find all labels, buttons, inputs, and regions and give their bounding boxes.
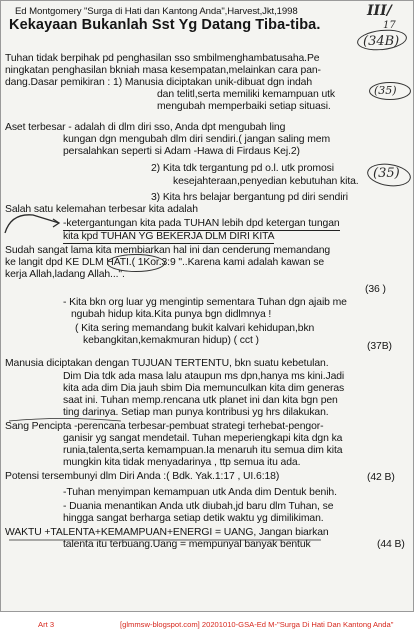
page-title: Kekayaan Bukanlah Sst Yg Datang Tiba-tiba. xyxy=(9,17,321,33)
text-line: persalahkan seperti si Adam -Hawa di Firdaus Kej.2) xyxy=(63,146,300,157)
margin-note: (35) xyxy=(373,166,400,181)
ref-number: (37B) xyxy=(367,341,392,352)
text-line: ( Kita sering memandang bukit kalvari kehidupan,bkn xyxy=(75,323,315,334)
text-line: talenta itu terbuang.Uang = mempunyal banyak bentuk xyxy=(63,539,311,550)
pen-circle xyxy=(366,161,413,189)
pen-circle xyxy=(356,27,408,52)
text-line: Manusia diciptakan dengan TUJUAN TERTENTU, bkn suatu kebetulan. xyxy=(5,358,329,369)
text-line: -ketergantungan kita pada TUHAN lebih dpd ketergan tungan xyxy=(63,218,340,229)
footer-left: Art 3 xyxy=(38,620,55,629)
pen-circle xyxy=(369,82,411,100)
title-note: (34B) xyxy=(363,34,400,49)
text-line: Salah satu kelemahan terbesar kita adalah xyxy=(5,204,198,215)
text-line: WAKTU +TALENTA+KEMAMPUAN+ENERGI = UANG, Jangan biarkan xyxy=(5,527,329,538)
text-line: mungkin kita tidak menyadarinya , ttp semua itu ada. xyxy=(63,457,301,468)
text-line: kesejahteraan,penyedian kebutuhan kita. xyxy=(173,176,359,187)
text-line: Sudah sangat lama kita membiarkan hal ini dan cenderung memandang xyxy=(5,245,331,256)
ref-number: (36 ) xyxy=(365,284,386,295)
text-line: kebangkitan,kemakmuran hidup) ( cct ) xyxy=(83,335,259,346)
bracket-mark xyxy=(5,215,59,233)
citation-header: Ed Montgomery "Surga di Hati dan Kantong Anda",Harvest,Jkt,1998 xyxy=(15,6,298,17)
text-line: kita ada dim Dia jauh sbim Dia memunculkan kita dim generas xyxy=(63,383,345,394)
page-sub-mark: 17 xyxy=(383,20,396,31)
text-line: - Kita bkn org luar yg mengintip sementara Tuhan dgn ajaib me xyxy=(63,297,347,308)
text-line: Tuhan tidak berpihak pd penghasilan sso smbilmenghambatusaha.Pe xyxy=(5,53,320,64)
text-line: 2) Kita tdk tergantung pd o.l. utk promosi xyxy=(151,163,334,174)
text-line: Dim Dia tdk ada masa lalu ataupun ms dpn,hanya ms kini.Jadi xyxy=(63,371,345,382)
text-line: kita kpd TUHAN YG BEKERJA DLM DIRI KITA xyxy=(63,231,275,242)
text-line: ke langit dpd KE DLM HATI.( 1Kor.3:9 "..Karena kami adalah kawan se xyxy=(5,257,325,268)
text-line: dan telitl,serta memiliki kemampuan utk xyxy=(157,89,336,100)
text-line: hingga sangat berharga setiap detik waktu yg dimilikiman. xyxy=(63,513,324,524)
text-line: ngubah hidup kita.Kita punya bgn didlmnya ! xyxy=(71,309,272,320)
text-line: Potensi tersembunyi dlm Diri Anda :( Bdk. Yak.1:17 , UI.6:18) xyxy=(5,471,280,482)
ref-number: (42 B) xyxy=(367,472,395,483)
text-line: runia,talenta,serta kemampuan.Ia menaruh itu semua dim kita xyxy=(63,445,343,456)
text-line: ting darinya. Setiap man punya kontribusi yg hrs dilakukan. xyxy=(63,407,329,418)
text-line: 3) Kita hrs belajar bergantung pd diri sendiri xyxy=(151,192,348,203)
text-line: kungan dgn mengubah dlm diri sendiri.( jangan saling mem xyxy=(63,134,331,145)
text-line: - Duania menantikan Anda utk diubah,jd baru dlm Tuhan, se xyxy=(63,501,334,512)
text-line: ganisir yg sangat mendetail. Tuhan meperiengkapi kita dgn ka xyxy=(63,433,343,444)
text-line: -Tuhan menyimpan kemampuan utk Anda dim Dentuk benih. xyxy=(63,487,337,498)
text-line: Aset terbesar - adalah di dlm diri sso, Anda dpt mengubah ling xyxy=(5,122,286,133)
text-line: Sang Pencipta -perencana terbesar-pembuat strategi terhebat-pengor- xyxy=(5,421,324,432)
arrow-mark xyxy=(53,219,59,227)
text-line: ningkatan penghasilan bkniah masa kesempatan,melainkan cara pan- xyxy=(5,65,321,76)
text-line: dang.Dasar pemikiran : 1) Manusia diciptakan unik-dibuat dgn indah xyxy=(5,77,313,88)
text-line: mengubah memperbaiki setiap situasi. xyxy=(157,101,331,112)
ref-number: (44 B) xyxy=(377,539,405,550)
text-line: saat ini. Tuhan memp.rencana utk planet ini dan kita bgn pen xyxy=(63,395,338,406)
footer-center: [glmmsw-blogspot.com] 20201010-GSA-Ed M-"Surga Di Hati Dan Kantong Anda" xyxy=(120,620,394,629)
text-line: kerja Allah,ladang Allah...". xyxy=(5,269,125,280)
pen-circle xyxy=(107,254,165,272)
page-mark: III/ xyxy=(367,3,392,19)
margin-note: (35) xyxy=(374,84,397,97)
